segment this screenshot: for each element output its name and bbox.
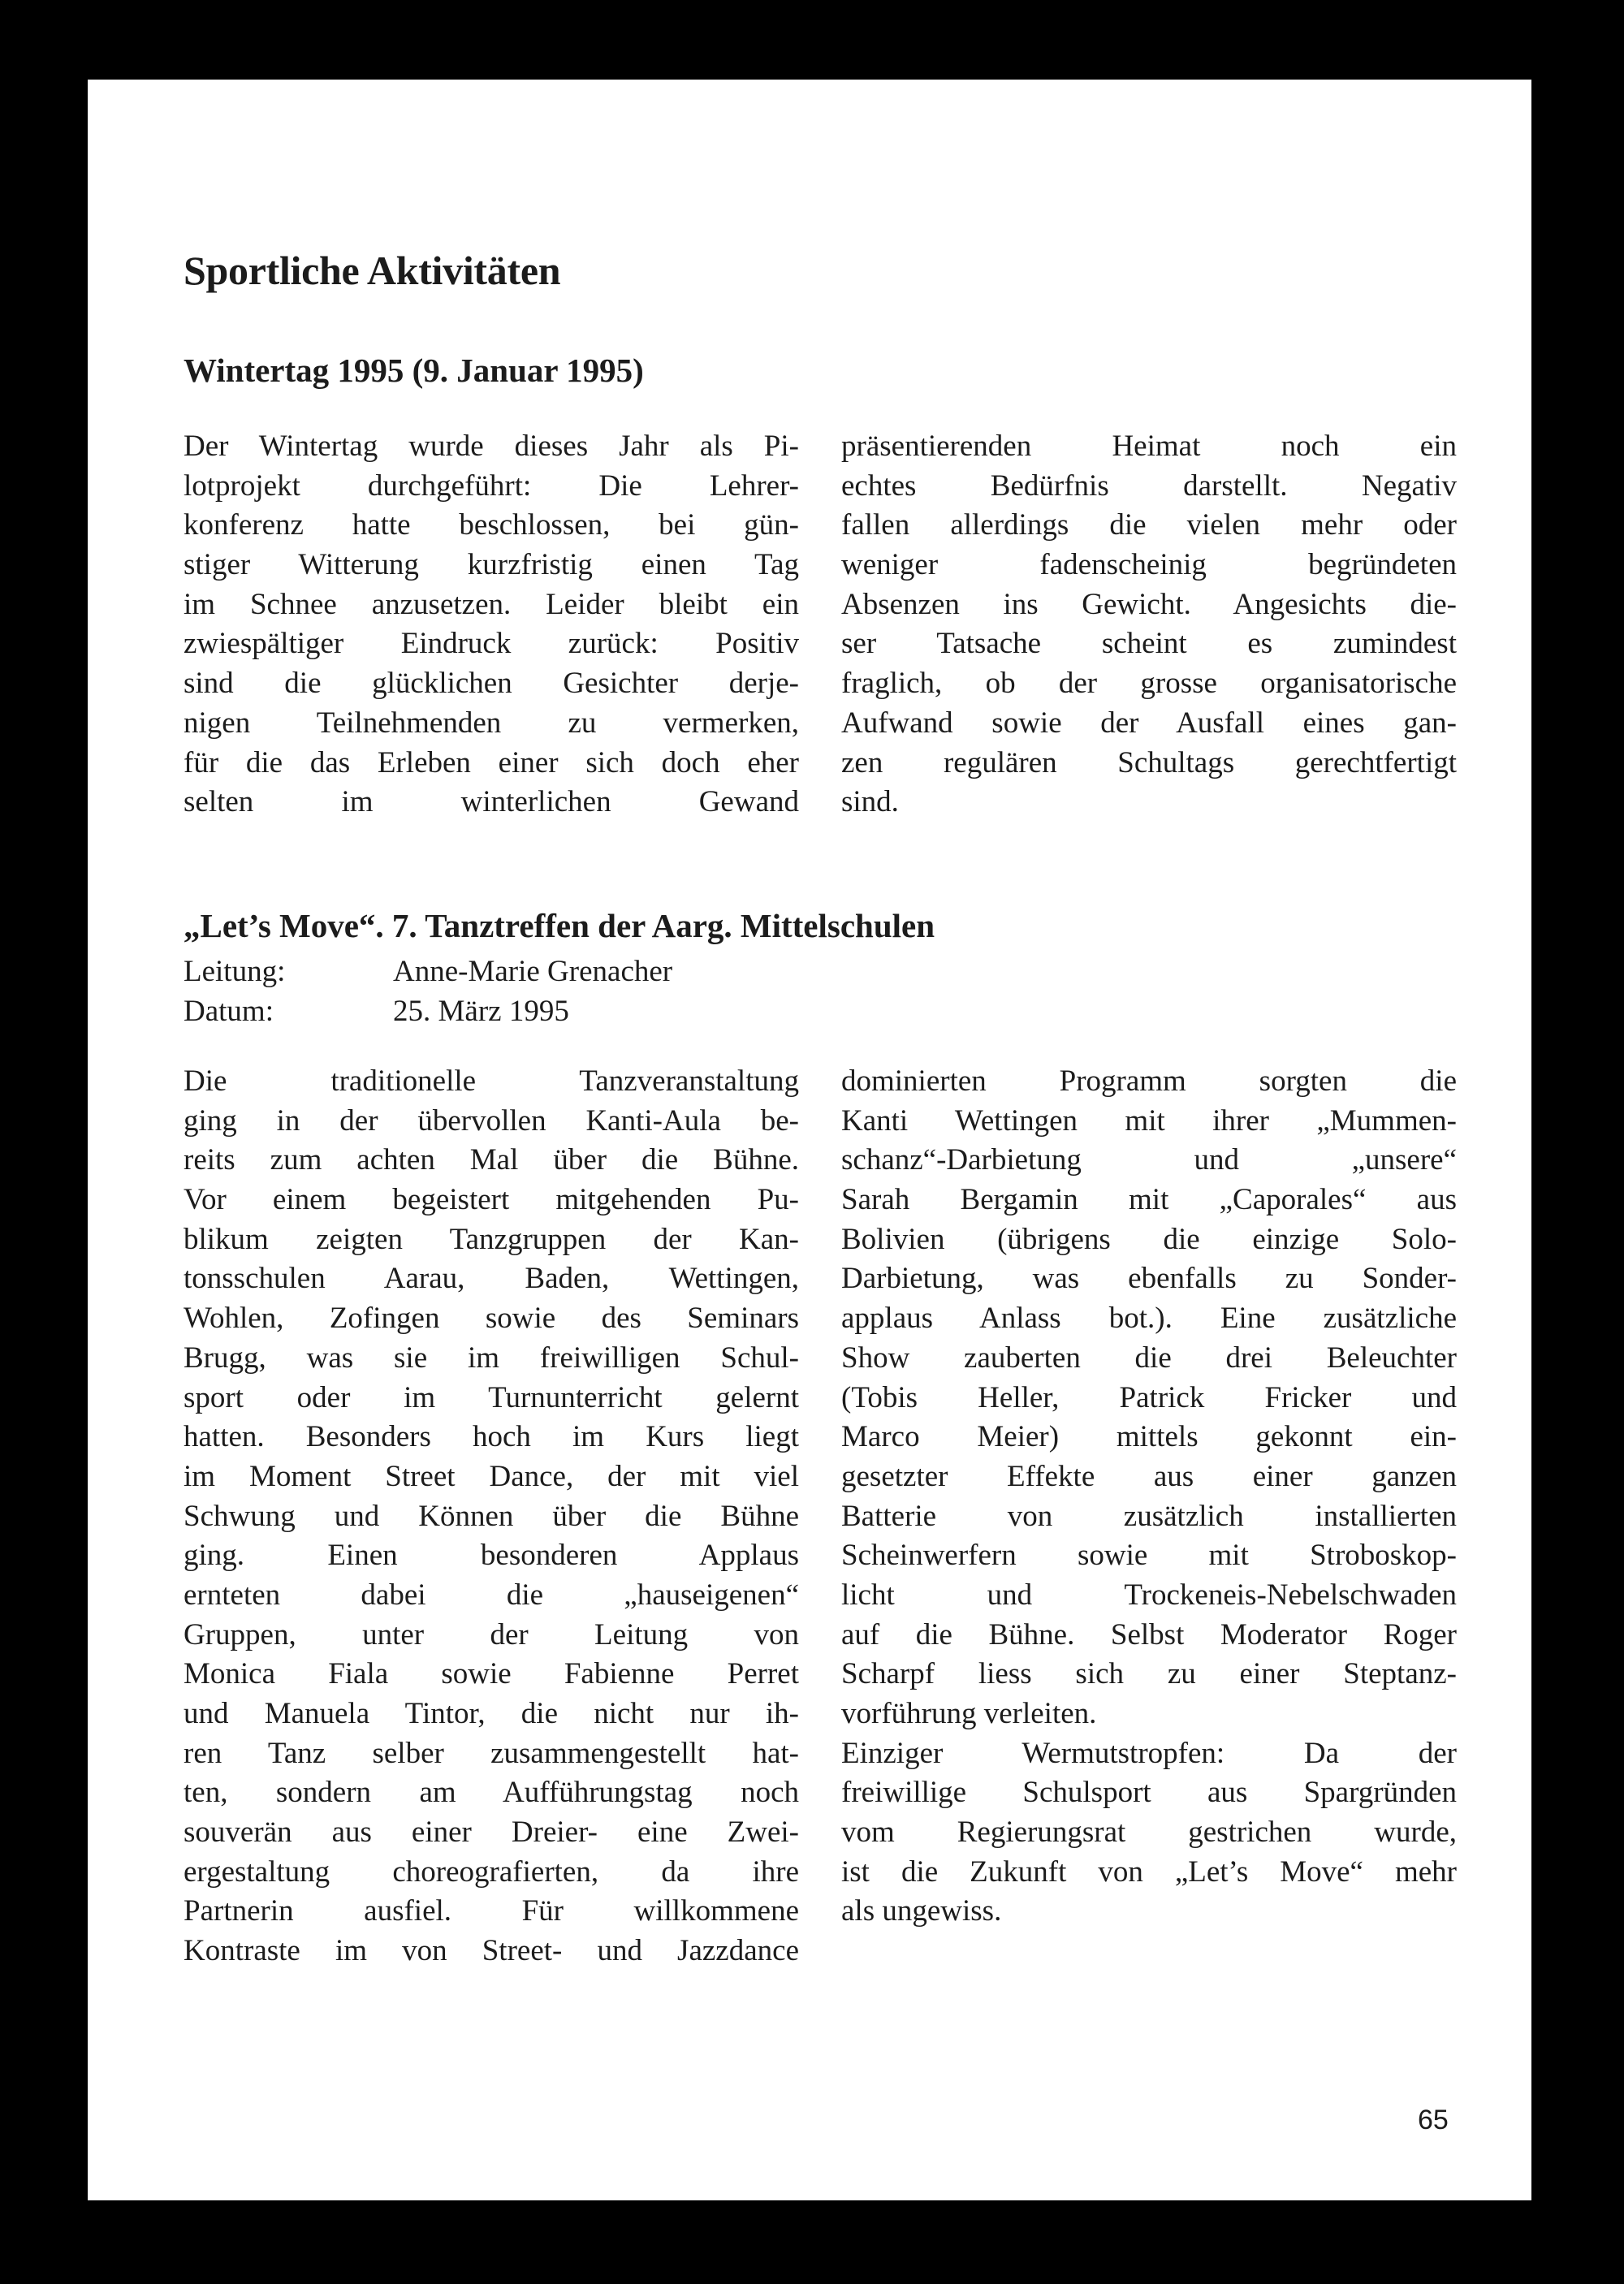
text-line: echtes Bedürfnis darstellt. Negativ (841, 468, 1457, 503)
text-line: sind die glücklichen Gesichter derje- (184, 667, 799, 701)
text-line: Kontraste im von Street- und Jazzdance (184, 1934, 799, 1968)
meta-label: Leitung: (184, 955, 286, 988)
text-line: präsentierenden Heimat noch ein (841, 430, 1457, 463)
text-line: Einziger Wermutstropfen: Da der (841, 1736, 1457, 1770)
wintertag-column-left (184, 427, 799, 822)
text-line: vorführung verleiten. (841, 1697, 1097, 1730)
text-line: Kanti Wettingen mit ihrer „Mummen- (841, 1103, 1457, 1138)
text-line: sport oder im Turnunterricht gelernt (184, 1380, 799, 1414)
text-line: zwiespältiger Eindruck zurück: Positiv (184, 627, 799, 661)
text-line: Aufwand sowie der Ausfall eines gan- (841, 706, 1457, 740)
text-line: Wohlen, Zofingen sowie des Seminars (184, 1302, 799, 1336)
text-line: im Moment Street Dance, der mit viel (184, 1459, 799, 1493)
meta-value: Anne-Marie Grenacher (393, 955, 673, 988)
section-title: Sportliche Aktivitäten (184, 248, 561, 293)
text-line: reits zum achten Mal über die Bühne. (184, 1143, 799, 1177)
text-line: und Manuela Tintor, die nicht nur ih- (184, 1697, 799, 1730)
text-line: Schwung und Können über die Bühne (184, 1499, 799, 1533)
text-line: Gruppen, unter der Leitung von (184, 1617, 799, 1651)
text-line: vom Regierungsrat gestrichen wurde, (841, 1816, 1457, 1850)
document-page (88, 80, 1531, 2200)
text-line: fraglich, ob der grosse organisatorische (841, 667, 1457, 701)
page-number: 65 (1418, 2105, 1449, 2135)
text-line: konferenz hatte beschlossen, bei gün- (184, 508, 799, 542)
text-line: freiwillige Schulsport aus Spargründen (841, 1776, 1457, 1810)
text-line: Darbietung, was ebenfalls zu Sonder- (841, 1262, 1457, 1296)
text-line: ging. Einen besonderen Applaus (184, 1539, 799, 1573)
letsmove-heading: „Let’s Move“. 7. Tanztreffen der Aarg. Mittelschulen (184, 907, 935, 944)
wintertag-column-right (841, 427, 1457, 822)
text-line: Partnerin ausfiel. Für willkommene (184, 1894, 799, 1928)
letsmove-column-left (184, 1062, 799, 1971)
text-line: Sarah Bergamin mit „Caporales“ aus (841, 1183, 1457, 1217)
text-line: ser Tatsache scheint es zumindest (841, 627, 1457, 661)
text-line: Show zauberten die drei Beleuchter (841, 1341, 1457, 1375)
text-line: ergestaltung choreografierten, da ihre (184, 1854, 799, 1889)
text-line: hatten. Besonders hoch im Kurs liegt (184, 1420, 799, 1454)
text-line: ist die Zukunft von „Let’s Move“ mehr (841, 1854, 1457, 1889)
text-line: Vor einem begeistert mitgehenden Pu- (184, 1183, 799, 1217)
text-line: lotprojekt durchgeführt: Die Lehrer- (184, 468, 799, 503)
text-line: als ungewiss. (841, 1894, 1002, 1928)
meta-value: 25. März 1995 (393, 995, 569, 1028)
text-line: Scheinwerfern sowie mit Stroboskop- (841, 1539, 1457, 1573)
text-line: sind. (841, 785, 899, 819)
text-line: Batterie von zusätzlich installierten (841, 1499, 1457, 1533)
text-line: applaus Anlass bot.). Eine zusätzliche (841, 1302, 1457, 1336)
text-line: dominierten Programm sorgten die (841, 1064, 1457, 1098)
text-line: souverän aus einer Dreier- eine Zwei- (184, 1816, 799, 1850)
text-line: tonsschulen Aarau, Baden, Wettingen, (184, 1262, 799, 1296)
wintertag-heading: Wintertag 1995 (9. Januar 1995) (184, 352, 644, 389)
text-line: weniger fadenscheinig begründeten (841, 548, 1457, 582)
text-line: fallen allerdings die vielen mehr oder (841, 508, 1457, 542)
text-line: schanz“-Darbietung und „unsere“ (841, 1143, 1457, 1177)
text-line: Bolivien (übrigens die einzige Solo- (841, 1222, 1457, 1256)
meta-datum (184, 996, 569, 1026)
text-line: Die traditionelle Tanzveranstaltung (184, 1064, 799, 1098)
text-line: Scharpf liess sich zu einer Steptanz- (841, 1657, 1457, 1691)
text-line: im Schnee anzusetzen. Leider bleibt ein (184, 587, 799, 621)
text-line: ren Tanz selber zusammengestellt hat- (184, 1736, 799, 1770)
meta-leitung (184, 956, 672, 987)
text-line: selten im winterlichen Gewand (184, 785, 799, 819)
meta-label: Datum: (184, 995, 274, 1028)
text-line: ten, sondern am Aufführungstag noch (184, 1776, 799, 1810)
text-line: Absenzen ins Gewicht. Angesichts die- (841, 587, 1457, 621)
text-line: Der Wintertag wurde dieses Jahr als Pi- (184, 430, 799, 463)
text-line: Monica Fiala sowie Fabienne Perret (184, 1657, 799, 1691)
text-line: gesetzter Effekte aus einer ganzen (841, 1459, 1457, 1493)
letsmove-column-right (841, 1062, 1457, 1932)
text-line: Brugg, was sie im freiwilligen Schul- (184, 1341, 799, 1375)
text-line: auf die Bühne. Selbst Moderator Roger (841, 1617, 1457, 1651)
text-line: zen regulären Schultags gerechtfertigt (841, 745, 1457, 779)
text-line: (Tobis Heller, Patrick Fricker und (841, 1380, 1457, 1414)
text-line: stiger Witterung kurzfristig einen Tag (184, 548, 799, 582)
text-line: nigen Teilnehmenden zu vermerken, (184, 706, 799, 740)
text-line: ging in der übervollen Kanti-Aula be- (184, 1103, 799, 1138)
text-line: blikum zeigten Tanzgruppen der Kan- (184, 1222, 799, 1256)
text-line: Marco Meier) mittels gekonnt ein- (841, 1420, 1457, 1454)
text-line: für die das Erleben einer sich doch eher (184, 745, 799, 779)
text-line: licht und Trockeneis-Nebelschwaden (841, 1578, 1457, 1612)
text-line: ernteten dabei die „hauseigenen“ (184, 1578, 799, 1612)
